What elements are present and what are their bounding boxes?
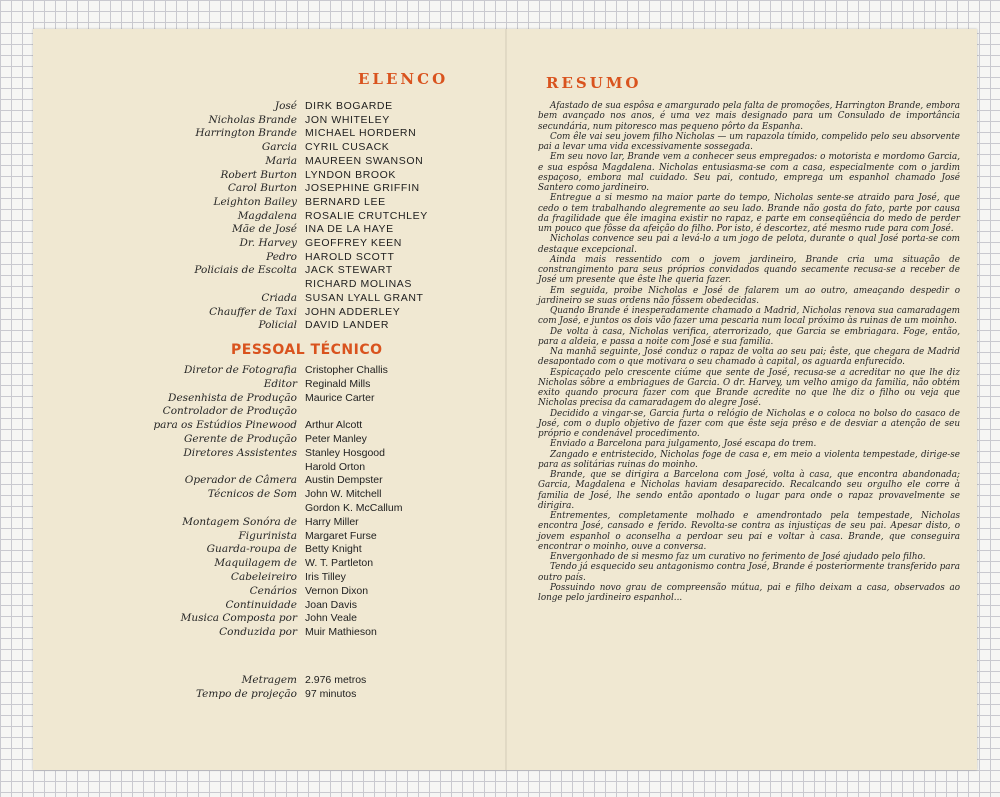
- crew-name: Joan Davis: [305, 598, 357, 611]
- crew-row: [33, 364, 503, 378]
- crew-name: Austin Dempster: [305, 474, 383, 487]
- cast-name: DAVID LANDER: [305, 319, 390, 332]
- crew-row: [33, 392, 503, 406]
- cast-row: [33, 141, 503, 155]
- cast-role: Harrington Brande: [195, 127, 297, 140]
- crew-name: W. T. Partleton: [305, 557, 374, 570]
- spec-role: Tempo de projeção: [195, 687, 297, 700]
- crew-row: [33, 433, 503, 447]
- crew-role: Diretor de Fotografia: [183, 364, 297, 376]
- cast-role: Nicholas Brande: [208, 113, 297, 126]
- crew-role: Montagem Sonóra de: [182, 515, 297, 528]
- crew-name: Maurice Carter: [305, 391, 375, 404]
- crew-row: [33, 599, 503, 613]
- crew-role: Gerente de Produção: [184, 433, 297, 445]
- cast-role: Magdalena: [237, 209, 297, 222]
- synopsis-paragraph: Nicholas convence seu pai a levá-lo a um jogo de pelota, durante o qual José porta-se com destaque excepcional.: [538, 234, 960, 255]
- cast-row: [33, 278, 503, 292]
- crew-row: [33, 626, 503, 640]
- synopsis-paragraph: Espicaçado pelo crescente ciúme que sente de José, recusa-se a acreditar no que lhe diz Nicholas sôbre a embriagues de Garcia. O dr. Harvey, um velho amigo da familia, não obtém exito quando procura fazer com que Brande acredite no que lhe diz o filho ou veja que Nicholas precisa da camaradagem do alegre José.: [538, 367, 960, 409]
- crew-row: [33, 447, 503, 461]
- cast-row: [33, 127, 503, 141]
- synopsis-paragraph: Quando Brande é inesperadamente chamado a Madrid, Nicholas renova sua camaradagem com José, e juntos os dois vão fazer uma pescaria num local próximo às ruinas de um moinho.: [538, 306, 960, 327]
- crew-row: [33, 474, 503, 488]
- resumo-heading: RESUMO: [546, 74, 642, 92]
- program-sheet: [33, 29, 977, 770]
- crew-name: John Veale: [305, 612, 357, 625]
- crew-name: Gordon K. McCallum: [305, 502, 403, 514]
- synopsis-text: [538, 101, 960, 603]
- crew-row: [33, 419, 503, 433]
- crew-role: Técnicos de Som: [207, 488, 297, 501]
- crew-role: Controlador de Produção: [162, 405, 297, 418]
- synopsis-paragraph: Entregue a si mesmo na maior parte do tempo, Nicholas sente-se atraido para José, que cedo o tem trabalhando alegremente ao seu lado. Brande não gosta do fato, parte por causa da fragilidade que êle imagina existir no rapaz, e parte em conseqüência do medo de perder um pouco que fôsse da afeição do filho. Por isto, é descortez, até mesmo rude para com José.: [538, 193, 960, 234]
- pessoal-tecnico-heading: PESSOAL TÉCNICO: [231, 342, 383, 358]
- cast-row: [33, 319, 503, 333]
- crew-name: Betty Knight: [305, 543, 362, 556]
- synopsis-paragraph: Com êle vai seu jovem filho Nicholas — um rapazola tímido, compelido pelo seu absorvente pai a levar uma vida excessivamente sossegada.: [538, 131, 960, 152]
- crew-row: [33, 612, 503, 626]
- crew-name: Vernon Dixon: [305, 584, 369, 597]
- cast-name: BERNARD LEE: [305, 195, 386, 208]
- cast-name: MICHAEL HORDERN: [305, 127, 417, 140]
- cast-role: Dr. Harvey: [239, 237, 297, 249]
- cast-row: [33, 182, 503, 196]
- crew-role: Figurinista: [238, 529, 297, 542]
- cast-role: Leighton Bailey: [213, 195, 297, 208]
- cast-name: CYRIL CUSACK: [305, 141, 390, 154]
- crew-row: [33, 488, 503, 502]
- crew-role: Maquilagem de: [214, 557, 297, 570]
- crew-role: Operador de Câmera: [184, 474, 297, 487]
- crew-name: Muir Mathieson: [305, 626, 377, 639]
- cast-role: Chauffer de Taxi: [209, 305, 297, 318]
- crew-name: Harold Orton: [305, 460, 366, 473]
- crew-row: [33, 557, 503, 571]
- cast-role: Carol Burton: [227, 182, 297, 195]
- crew-name: John W. Mitchell: [305, 488, 382, 501]
- crew-name: Stanley Hosgood: [305, 446, 385, 459]
- crew-name: Margaret Furse: [305, 529, 377, 542]
- cast-role: José: [274, 100, 297, 112]
- crew-row: [33, 502, 503, 516]
- cast-row: [33, 251, 503, 265]
- crew-role: Diretores Assistentes: [183, 446, 297, 459]
- synopsis-paragraph: Tendo já esquecido seu antagonismo contra José, Brande é posteriormente transferido para outro país.: [538, 562, 960, 583]
- crew-role: Musica Composta por: [180, 612, 297, 625]
- crew-role: Guarda-roupa de: [206, 543, 297, 556]
- cast-row: [33, 292, 503, 306]
- synopsis-paragraph: Enviado a Barcelona para julgamento, José escapa do trem.: [550, 439, 817, 450]
- synopsis-paragraph: Possuindo novo grau de compreensão mútua, pai e filho deixam a casa, observados ao longe pelo jardineiro espanhol...: [538, 582, 960, 603]
- synopsis-paragraph: Em seu novo lar, Brande vem a conhecer seus empregados: o motorista e mordomo Garcia, e sua espôsa Magdalena. Nicholas entusiasma-se com a casa, especialmente com o jardim espaçoso, embora mal cuidado. Seu pai, contudo, emprega um espanhol chamado José Santero como jardineiro.: [538, 152, 960, 193]
- cast-role: Garcia: [261, 141, 297, 154]
- cast-row: [33, 114, 503, 128]
- synopsis-paragraph: Decidido a vingar-se, Garcia furta o relógio de Nicholas e o coloca no bolso do casaco de José, com o duplo objetivo de fazer com que êste seja prêso e de desviar a atenção de seu próprio e condenável procedimento.: [538, 408, 960, 439]
- spec-row: [33, 674, 503, 688]
- crew-role: Desenhista de Produção: [168, 391, 297, 404]
- cast-name: JOHN ADDERLEY: [305, 305, 401, 318]
- synopsis-paragraph: Zangado e entristecido, Nicholas foge de casa e, em meio a violenta tempestade, dirige-se para as solitárias ruinas do moinho.: [538, 449, 960, 470]
- synopsis-paragraph: Ainda mais ressentido com o jovem jardineiro, Brande cria uma situação de constrangimento para seus próprios convidados quando secamente recusa-se a receber de José um presente que êste lhe queria fazer.: [538, 254, 960, 286]
- cast-row: [33, 100, 503, 114]
- cast-name: HAROLD SCOTT: [305, 250, 395, 263]
- cast-row: [33, 223, 503, 237]
- crew-name: Cristopher Challis: [305, 364, 388, 376]
- synopsis-paragraph: Envergonhado de si mesmo faz um curativo no ferimento de José ajudado pelo filho.: [550, 552, 926, 562]
- crew-role: Conduzida por: [219, 626, 297, 639]
- crew-role: Cenários: [249, 584, 297, 597]
- crew-name: Arthur Alcott: [305, 419, 363, 432]
- crew-row: [33, 378, 503, 392]
- cast-row: [33, 169, 503, 183]
- crew-name: Iris Tilley: [305, 571, 346, 583]
- cast-role: Robert Burton: [220, 168, 297, 181]
- crew-name: Reginald Mills: [305, 377, 371, 390]
- crew-row: [33, 516, 503, 530]
- cast-role: Policial: [258, 319, 297, 332]
- crew-row: [33, 571, 503, 585]
- cast-role: Criada: [261, 291, 297, 304]
- cast-name: SUSAN LYALL GRANT: [305, 291, 424, 304]
- synopsis-paragraph: Em seguida, proibe Nicholas e José de falarem um ao outro, ameaçando despedir o jardineiro se suas ordens não fôssem obedecidas.: [538, 285, 960, 306]
- cast-row: [33, 210, 503, 224]
- cast-name: INA DE LA HAYE: [305, 223, 394, 236]
- synopsis-paragraph: Brande, que se dirigira a Barcelona com José, volta à casa, que encontra abandonada; Garcia, Magdalena e Nicholas haviam desaparecido. Recalcando seu orgulho ele corre à familia de José, lhe sendo então apontado o lugar para onde o rapaz provavelmente se dirigira.: [538, 470, 960, 511]
- cast-name: GEOFFREY KEEN: [305, 237, 402, 249]
- synopsis-paragraph: Afastado de sua espôsa e amargurado pela falta de promoções, Harrington Brande, embora bem avançado nos anos, é uma vez mais designado para um Consulado de importância secundária, num pitoresco mas pequeno pôrto da Espanha.: [538, 101, 960, 132]
- cast-role: Maria: [265, 154, 297, 167]
- crew-role: Editor: [263, 377, 297, 390]
- cast-name: ROSALIE CRUTCHLEY: [305, 209, 428, 222]
- cast-role: Mãe de José: [232, 223, 297, 236]
- spec-name: 97 minutos: [305, 687, 357, 700]
- cast-name: RICHARD MOLINAS: [305, 278, 413, 291]
- crew-row: [33, 405, 503, 419]
- crew-role: Continuidade: [225, 598, 297, 611]
- cast-row: [33, 264, 503, 278]
- crew-row: [33, 585, 503, 599]
- crew-name: Peter Manley: [305, 433, 367, 445]
- cast-role: Pedro: [266, 250, 297, 263]
- synopsis-paragraph: De volta à casa, Nicholas verifica, aterrorizado, que Garcia se embriagara. Foge, então, para a aldeia, e passa a noite com José e sua familia.: [538, 326, 960, 347]
- crew-name: Harry Miller: [305, 515, 359, 528]
- spec-row: [33, 688, 503, 702]
- cast-name: JON WHITELEY: [305, 113, 390, 126]
- cast-row: [33, 306, 503, 320]
- crew-row: [33, 543, 503, 557]
- cast-name: MAUREEN SWANSON: [305, 154, 424, 167]
- synopsis-paragraph: Entrementes, completamente molhado e amendrontado pela tempestade, Nicholas encontra José, cansado e ferido. Revolta-se contra as injustiças de seu pai. Apesar disto, o jovem espanhol o aconselha a perdoar seu pai e voltar à casa. Brande, que conseguira encontrar o moinho, ouve a conversa.: [538, 511, 960, 552]
- crew-role: Cabeleireiro: [230, 571, 297, 583]
- elenco-heading: ELENCO: [358, 70, 449, 88]
- cast-role: Policiais de Escolta: [194, 264, 297, 277]
- cast-name: JACK STEWART: [305, 264, 393, 277]
- cast-name: JOSEPHINE GRIFFIN: [305, 182, 420, 195]
- cast-row: [33, 196, 503, 210]
- center-fold: [505, 29, 507, 770]
- spec-name: 2.976 metros: [305, 674, 367, 686]
- crew-row: [33, 530, 503, 544]
- spec-role: Metragem: [241, 674, 297, 686]
- cast-row: [33, 155, 503, 169]
- crew-role: para os Estúdios Pinewood: [153, 419, 297, 432]
- cast-name: LYNDON BROOK: [305, 168, 397, 181]
- cast-row: [33, 237, 503, 251]
- cast-name: DIRK BOGARDE: [305, 100, 393, 112]
- crew-row: [33, 461, 503, 475]
- synopsis-paragraph: Na manhã seguinte, José conduz o rapaz de volta ao seu pai; êste, que chegara de Madrid desapontado com o que motivara o seu chamado à capital, os aguarda enfurecido.: [538, 347, 960, 368]
